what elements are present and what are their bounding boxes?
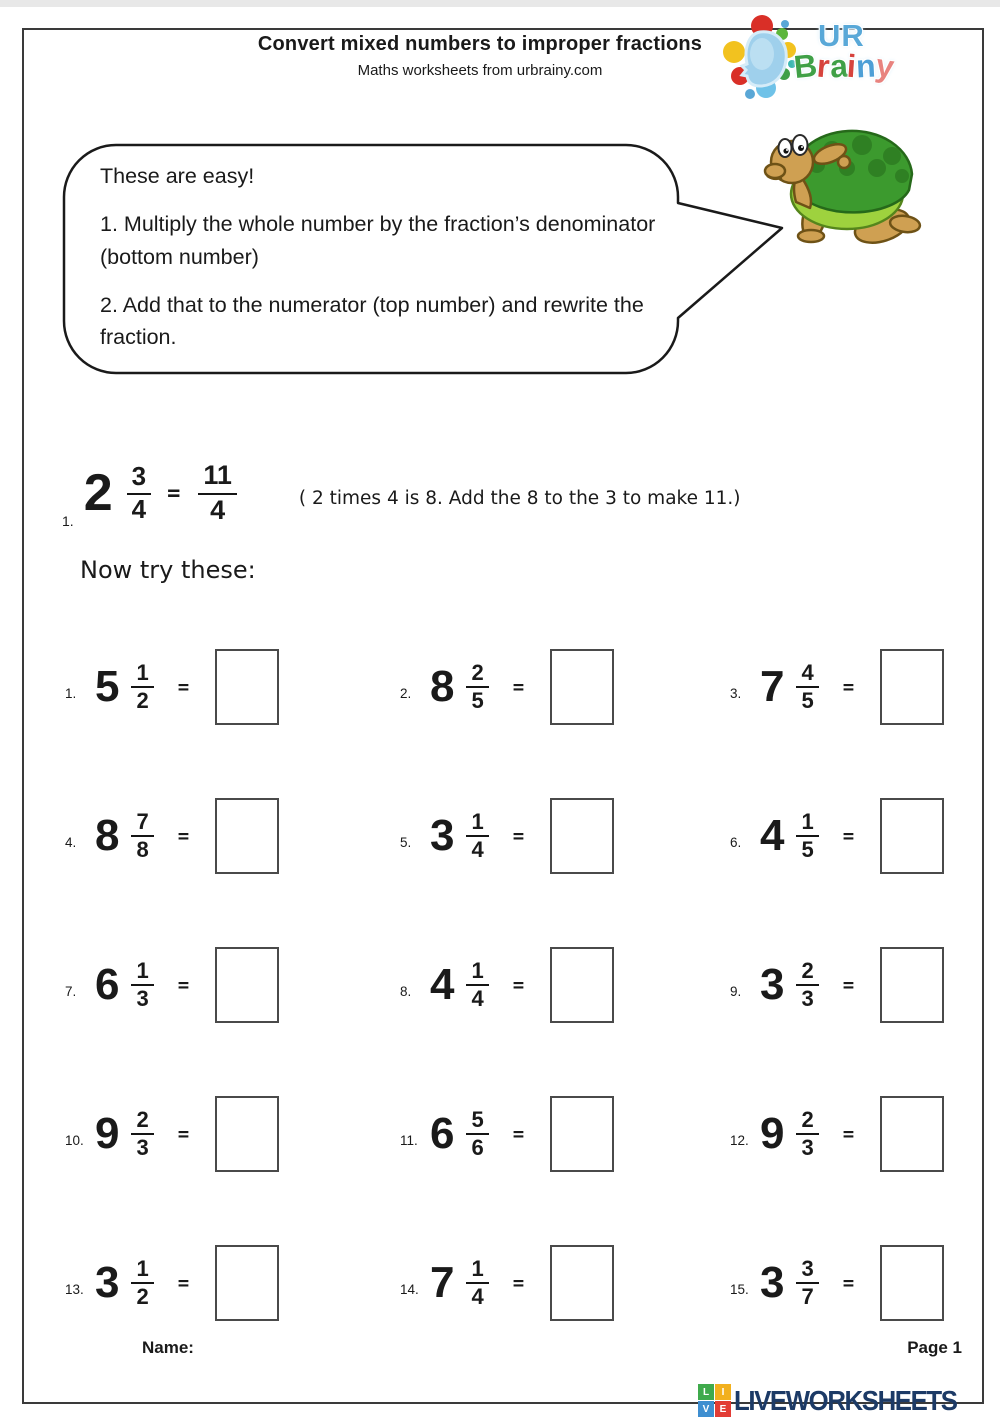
problem-number: 8. xyxy=(400,984,412,999)
fraction-denominator: 7 xyxy=(801,1284,814,1309)
example-whole-number: 2 xyxy=(83,464,113,522)
fraction-denominator: 2 xyxy=(136,688,149,713)
whole-number: 6 xyxy=(95,959,120,1009)
fraction-denominator: 5 xyxy=(801,688,814,713)
answer-box[interactable] xyxy=(880,1096,944,1172)
fraction-denominator: 3 xyxy=(801,1135,814,1160)
fraction xyxy=(466,1107,488,1161)
problem-number: 5. xyxy=(400,835,412,850)
fraction xyxy=(131,809,153,863)
answer-box[interactable] xyxy=(215,1096,279,1172)
whole-number: 6 xyxy=(430,1108,455,1158)
fraction xyxy=(466,660,488,714)
problem-number: 4. xyxy=(65,835,77,850)
equals-sign: = xyxy=(842,973,855,996)
problem-5 xyxy=(390,761,720,910)
whole-number: 7 xyxy=(430,1257,455,1307)
fraction-denominator: 2 xyxy=(136,1284,149,1309)
problem-number: 15. xyxy=(730,1282,749,1297)
fraction-numerator: 1 xyxy=(466,1256,488,1284)
fraction-numerator: 1 xyxy=(131,958,153,986)
problem-1 xyxy=(55,612,390,761)
example-number: 1. xyxy=(62,513,74,529)
lws-square-v: V xyxy=(698,1401,714,1417)
answer-box[interactable] xyxy=(880,798,944,874)
problem-number: 11. xyxy=(400,1133,418,1148)
answer-box[interactable] xyxy=(215,947,279,1023)
whole-number: 5 xyxy=(95,661,120,711)
example-numerator: 3 xyxy=(127,462,151,495)
fraction-numerator: 1 xyxy=(131,1256,153,1284)
whole-number: 8 xyxy=(430,661,455,711)
answer-box[interactable] xyxy=(550,1096,614,1172)
answer-box[interactable] xyxy=(880,649,944,725)
liveworksheets-logo[interactable] xyxy=(698,1384,976,1417)
example-fraction xyxy=(127,462,151,525)
bubble-step-2: 2. Add that to the numerator (top number) and rewrite the fraction. xyxy=(100,292,644,349)
problem-2 xyxy=(390,612,720,761)
equals-sign: = xyxy=(177,675,190,698)
turtle-illustration xyxy=(762,118,937,260)
problem-number: 9. xyxy=(730,984,742,999)
equals-sign: = xyxy=(512,675,525,698)
problem-15 xyxy=(720,1208,975,1357)
answer-box[interactable] xyxy=(880,1245,944,1321)
example-result-numerator: 11 xyxy=(198,460,237,494)
equals-sign: = xyxy=(512,1271,525,1294)
fraction xyxy=(131,958,153,1012)
fraction-denominator: 4 xyxy=(471,1284,484,1309)
problem-number: 12. xyxy=(730,1133,749,1148)
answer-box[interactable] xyxy=(215,798,279,874)
header xyxy=(160,33,800,79)
fraction-numerator: 1 xyxy=(466,809,488,837)
whole-number: 3 xyxy=(760,959,785,1009)
fraction xyxy=(131,1107,153,1161)
instruction-text: Now try these: xyxy=(80,556,256,584)
fraction xyxy=(466,1256,488,1310)
equals-sign: = xyxy=(512,1122,525,1145)
problem-number: 10. xyxy=(65,1133,84,1148)
liveworksheets-wordmark: LIVEWORKSHEETS xyxy=(734,1384,957,1416)
fraction-numerator: 2 xyxy=(796,958,818,986)
example-result-fraction xyxy=(198,460,237,525)
equals-sign: = xyxy=(512,824,525,847)
fraction-denominator: 5 xyxy=(471,688,484,713)
problem-11 xyxy=(390,1059,720,1208)
equals-sign: = xyxy=(177,973,190,996)
fraction xyxy=(796,1256,818,1310)
page-title: Convert mixed numbers to improper fractions xyxy=(257,33,703,55)
fraction xyxy=(796,958,818,1012)
equals-sign: = xyxy=(842,1271,855,1294)
equals-sign: = xyxy=(177,1271,190,1294)
problem-4 xyxy=(55,761,390,910)
example-problem xyxy=(62,443,740,543)
whole-number: 4 xyxy=(760,810,785,860)
answer-box[interactable] xyxy=(550,798,614,874)
fraction-numerator: 7 xyxy=(131,809,153,837)
fraction xyxy=(796,660,818,714)
answer-box[interactable] xyxy=(550,1245,614,1321)
whole-number: 3 xyxy=(760,1257,785,1307)
fraction-numerator: 4 xyxy=(796,660,818,688)
urbrainy-ur-text: UR xyxy=(818,18,865,53)
page-subtitle: Maths worksheets from urbrainy.com xyxy=(357,62,603,79)
lws-square-e: E xyxy=(715,1401,731,1417)
fraction xyxy=(131,1256,153,1310)
fraction-denominator: 4 xyxy=(471,837,484,862)
whole-number: 7 xyxy=(760,661,785,711)
answer-box[interactable] xyxy=(550,649,614,725)
problem-number: 7. xyxy=(65,984,77,999)
problem-number: 2. xyxy=(400,686,412,701)
top-strip xyxy=(0,0,1000,7)
fraction xyxy=(796,1107,818,1161)
urbrainy-brainy-text: Brainy xyxy=(792,46,897,86)
fraction xyxy=(796,809,818,863)
whole-number: 3 xyxy=(95,1257,120,1307)
fraction-denominator: 3 xyxy=(136,1135,149,1160)
equals-sign: = xyxy=(842,824,855,847)
fraction-denominator: 8 xyxy=(136,837,149,862)
answer-box[interactable] xyxy=(550,947,614,1023)
urbrainy-logo xyxy=(722,14,942,106)
fraction-numerator: 3 xyxy=(796,1256,818,1284)
fraction xyxy=(466,958,488,1012)
problem-number: 6. xyxy=(730,835,742,850)
equals-sign: = xyxy=(177,824,190,847)
fraction-denominator: 3 xyxy=(801,986,814,1011)
problem-14 xyxy=(390,1208,720,1357)
fraction-numerator: 5 xyxy=(466,1107,488,1135)
page-number: Page 1 xyxy=(907,1338,962,1357)
liveworksheets-grid-icon xyxy=(698,1384,731,1417)
problem-12 xyxy=(720,1059,975,1208)
problem-7 xyxy=(55,910,390,1059)
lws-square-i: I xyxy=(715,1384,731,1400)
fraction-numerator: 2 xyxy=(796,1107,818,1135)
answer-box[interactable] xyxy=(880,947,944,1023)
problem-number: 13. xyxy=(65,1282,84,1297)
fraction-numerator: 1 xyxy=(131,660,153,688)
fraction-numerator: 1 xyxy=(466,958,488,986)
lws-square-l: L xyxy=(698,1384,714,1400)
fraction-numerator: 1 xyxy=(796,809,818,837)
fraction xyxy=(131,660,153,714)
equals-sign: = xyxy=(842,1122,855,1145)
answer-box[interactable] xyxy=(215,649,279,725)
fraction-denominator: 4 xyxy=(471,986,484,1011)
fraction-denominator: 3 xyxy=(136,986,149,1011)
problem-number: 3. xyxy=(730,686,742,701)
whole-number: 8 xyxy=(95,810,120,860)
equals-sign: = xyxy=(177,1122,190,1145)
problem-number: 14. xyxy=(400,1282,419,1297)
fraction-denominator: 5 xyxy=(801,837,814,862)
equals-sign: = xyxy=(842,675,855,698)
problem-6 xyxy=(720,761,975,910)
example-denominator: 4 xyxy=(131,493,147,524)
whole-number: 3 xyxy=(430,810,455,860)
example-result-denominator: 4 xyxy=(210,494,226,525)
example-equals-sign: = xyxy=(167,480,181,506)
whole-number: 9 xyxy=(95,1108,120,1158)
problem-10 xyxy=(55,1059,390,1208)
fraction-numerator: 2 xyxy=(466,660,488,688)
problems-grid xyxy=(55,612,975,1357)
problem-9 xyxy=(720,910,975,1059)
fraction xyxy=(466,809,488,863)
answer-box[interactable] xyxy=(215,1245,279,1321)
name-label: Name: xyxy=(142,1338,194,1357)
bubble-step-1: 1. Multiply the whole number by the fraction’s denominator (bottom number) xyxy=(100,212,656,269)
bubble-intro: These are easy! xyxy=(100,164,255,188)
fraction-numerator: 2 xyxy=(131,1107,153,1135)
whole-number: 4 xyxy=(430,959,455,1009)
problem-13 xyxy=(55,1208,390,1357)
fraction-denominator: 6 xyxy=(471,1135,484,1160)
speech-bubble-text xyxy=(100,160,660,353)
equals-sign: = xyxy=(512,973,525,996)
problem-8 xyxy=(390,910,720,1059)
problem-number: 1. xyxy=(65,686,77,701)
example-note: ( 2 times 4 is 8. Add the 8 to the 3 to make 11.) xyxy=(298,487,741,509)
whole-number: 9 xyxy=(760,1108,785,1158)
problem-3 xyxy=(720,612,975,761)
